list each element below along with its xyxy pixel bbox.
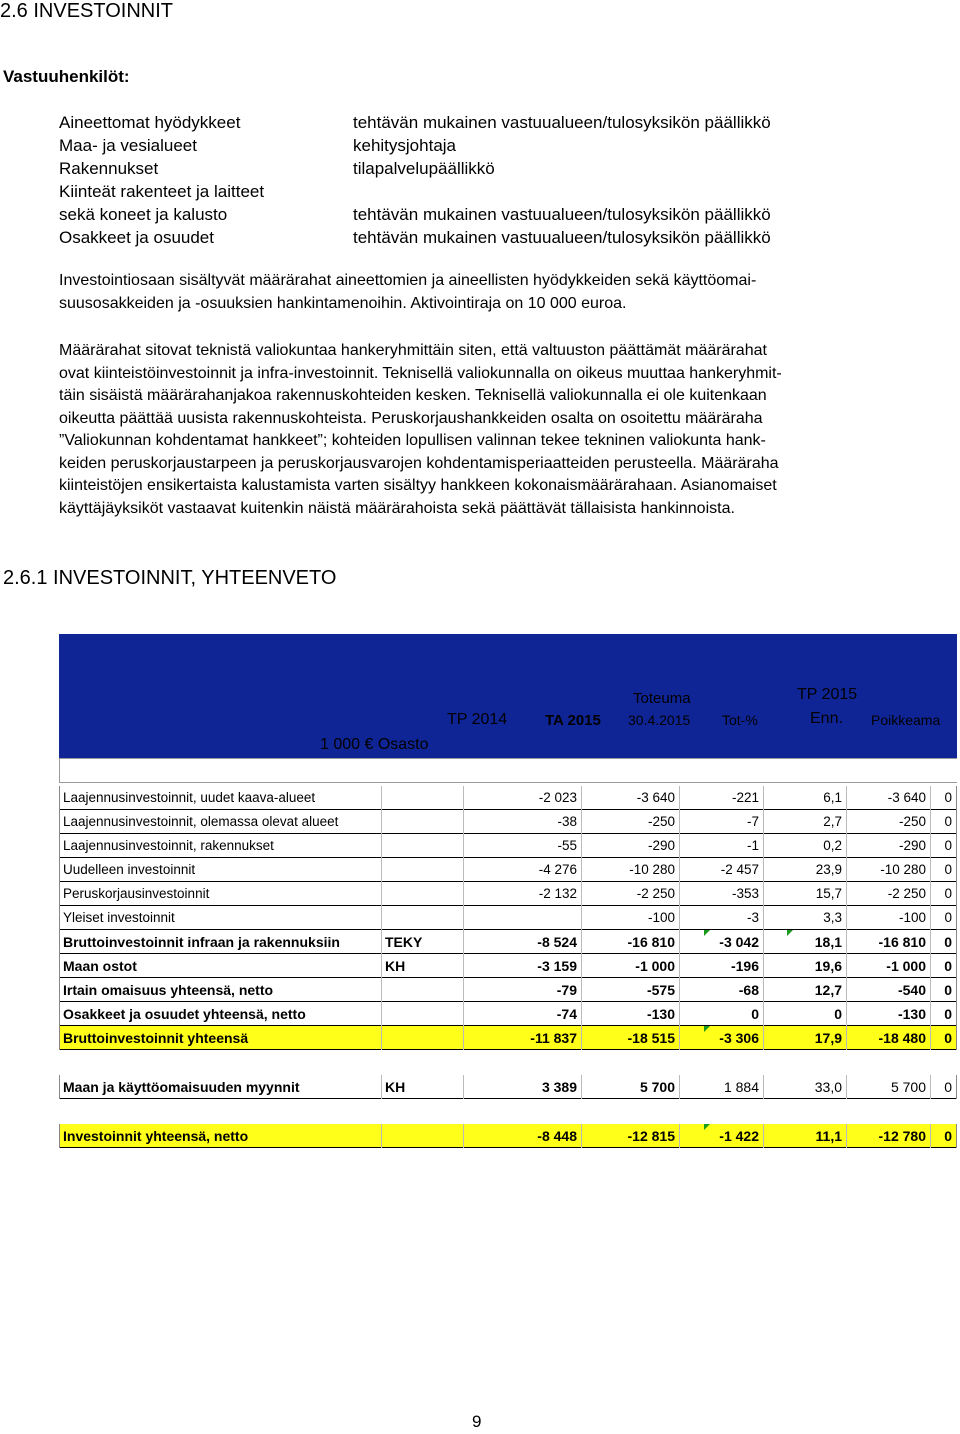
- cell-toteuma: -7: [679, 810, 763, 834]
- cell-poikkeama: 0: [930, 858, 957, 882]
- table-row: [59, 810, 957, 834]
- cell-ta2015: -100: [581, 906, 679, 930]
- cell-toteuma: 1 884: [679, 1075, 763, 1099]
- cell-tp2014: -8 448: [463, 1124, 581, 1148]
- responsible-area: Kiinteät rakenteet ja laitteet: [59, 182, 265, 201]
- page-number: 9: [472, 1412, 482, 1431]
- section-title: 2.6.1 INVESTOINNIT, YHTEENVETO: [3, 567, 337, 589]
- row-code: [381, 858, 463, 882]
- paragraph-line: ”Valiokunnan kohdentamat hankkeet”; kohteiden lopullisen valinnan tekee tekninen valiokunta hank-: [59, 432, 766, 449]
- cell-ta2015: -130: [581, 1002, 679, 1026]
- responsible-area: Maa- ja vesialueet: [59, 136, 197, 155]
- cell-tp2014: [463, 906, 581, 930]
- header-totpct: Tot-%: [722, 712, 758, 728]
- responsible-row: [59, 181, 939, 203]
- cell-tp2014: -38: [463, 810, 581, 834]
- cell-tp2015: -250: [846, 810, 930, 834]
- row-code: [381, 1002, 463, 1026]
- cell-totpct: 2,7: [763, 810, 846, 834]
- paragraph-line: Määrärahat sitovat teknistä valiokuntaa hankeryhmittäin siten, että valtuuston päättämät määrärahat: [59, 342, 767, 359]
- paragraph-line: ovat kiinteistöinvestoinnit ja infra-investoinnit. Teknisellä valiokunnalla on oikeus muuttaa hankeryhmit-: [59, 364, 782, 382]
- cell-poikkeama: 0: [930, 954, 957, 978]
- cell-tp2014: -4 276: [463, 858, 581, 882]
- row-code: [381, 906, 463, 930]
- row-code: [381, 978, 463, 1002]
- cell-tp2015: -290: [846, 834, 930, 858]
- paragraph-line: keiden peruskorjaustarpeen ja peruskorjausvarojen kohdentamisperiaatteiden perusteella. Määräraha: [59, 454, 779, 472]
- cell-toteuma: -3 306: [679, 1026, 763, 1050]
- cell-tp2015: 5 700: [846, 1075, 930, 1099]
- cell-tp2015: -100: [846, 906, 930, 930]
- cell-tp2014: -79: [463, 978, 581, 1002]
- row-label: Osakkeet ja osuudet yhteensä, netto: [59, 1002, 381, 1026]
- cell-poikkeama: 0: [930, 1026, 957, 1050]
- cell-tp2015: -18 480: [846, 1026, 930, 1050]
- cell-poikkeama: 0: [930, 786, 957, 810]
- cell-ta2015: -16 810: [581, 930, 679, 954]
- row-label: Investoinnit yhteensä, netto: [59, 1124, 381, 1148]
- comment-marker-icon: [704, 1124, 710, 1130]
- cell-tp2015: -10 280: [846, 858, 930, 882]
- responsible-person: tehtävän mukainen vastuualueen/tulosyksikön päällikkö: [353, 228, 771, 247]
- cell-ta2015: 5 700: [581, 1075, 679, 1099]
- cell-toteuma: -1: [679, 834, 763, 858]
- cell-toteuma: -3 042: [679, 930, 763, 954]
- cell-totpct: 33,0: [763, 1075, 846, 1099]
- table-row: [59, 834, 957, 858]
- table-row: [59, 858, 957, 882]
- cell-toteuma: -1 422: [679, 1124, 763, 1148]
- cell-toteuma: -353: [679, 882, 763, 906]
- cell-toteuma: -2 457: [679, 858, 763, 882]
- responsible-person: tehtävän mukainen vastuualueen/tulosyksikön päällikkö: [353, 113, 771, 132]
- cell-totpct: 0: [763, 1002, 846, 1026]
- table-row: [59, 786, 957, 810]
- cell-poikkeama: 0: [930, 1075, 957, 1099]
- cell-ta2015: -3 640: [581, 786, 679, 810]
- row-code: [381, 786, 463, 810]
- row-label: Uudelleen investoinnit: [59, 858, 381, 882]
- row-label: Laajennusinvestoinnit, olemassa olevat alueet: [59, 810, 381, 834]
- row-label: Bruttoinvestoinnit infraan ja rakennuksiin: [59, 930, 381, 954]
- table-row: [59, 954, 957, 978]
- row-label: Peruskorjausinvestoinnit: [59, 882, 381, 906]
- row-label: Laajennusinvestoinnit, rakennukset: [59, 834, 381, 858]
- cell-tp2015: -12 780: [846, 1124, 930, 1148]
- cell-poikkeama: 0: [930, 906, 957, 930]
- cell-poikkeama: 0: [930, 930, 957, 954]
- cell-poikkeama: 0: [930, 810, 957, 834]
- cell-tp2015: -16 810: [846, 930, 930, 954]
- cell-ta2015: -18 515: [581, 1026, 679, 1050]
- row-code: [381, 1124, 463, 1148]
- row-label: Maan ostot: [59, 954, 381, 978]
- responsible-area: Rakennukset: [59, 159, 159, 178]
- cell-ta2015: -12 815: [581, 1124, 679, 1148]
- cell-tp2014: -11 837: [463, 1026, 581, 1050]
- header-unit: 1 000 € Osasto: [320, 736, 429, 753]
- cell-tp2014: -3 159: [463, 954, 581, 978]
- row-code: [381, 882, 463, 906]
- row-code: [381, 1026, 463, 1050]
- row-label: Bruttoinvestoinnit yhteensä: [59, 1026, 381, 1050]
- cell-tp2014: -2 023: [463, 786, 581, 810]
- responsible-heading: Vastuuhenkilöt:: [3, 67, 130, 86]
- cell-poikkeama: 0: [930, 1124, 957, 1148]
- header-toteuma-date: 30.4.2015: [628, 712, 691, 728]
- cell-totpct: 19,6: [763, 954, 846, 978]
- header-tp2015: TP 2015: [797, 686, 858, 703]
- cell-totpct: 3,3: [763, 906, 846, 930]
- cell-tp2015: -2 250: [846, 882, 930, 906]
- responsible-area: sekä koneet ja kalusto: [59, 205, 228, 224]
- table-row-subtotal: [59, 930, 957, 954]
- responsible-area: Aineettomat hyödykkeet: [59, 113, 241, 132]
- paragraph-line: oikeutta päättää uusista rakennuskohteista. Peruskorjaushankkeiden osalta on osoitettu määräraha: [59, 409, 763, 427]
- cell-toteuma: -3: [679, 906, 763, 930]
- responsible-person: kehitysjohtaja: [353, 136, 457, 155]
- cell-ta2015: -2 250: [581, 882, 679, 906]
- cell-totpct: 12,7: [763, 978, 846, 1002]
- responsible-area: Osakkeet ja osuudet: [59, 228, 214, 247]
- paragraph-line: täin sisäistä määrärahanjakoa rakennuskohteiden kesken. Teknisellä valiokunnalla ei ole kuitenkaan: [59, 387, 767, 404]
- cell-ta2015: -1 000: [581, 954, 679, 978]
- cell-tp2015: -130: [846, 1002, 930, 1026]
- responsible-row: [59, 227, 939, 249]
- header-tp2014: TP 2014: [447, 711, 508, 728]
- cell-totpct: 23,9: [763, 858, 846, 882]
- cell-totpct: 15,7: [763, 882, 846, 906]
- cell-tp2014: -8 524: [463, 930, 581, 954]
- cell-totpct: 6,1: [763, 786, 846, 810]
- cell-ta2015: -10 280: [581, 858, 679, 882]
- row-code: TEKY: [381, 930, 463, 954]
- cell-tp2014: 3 389: [463, 1075, 581, 1099]
- paragraph-appropriations: [59, 270, 949, 315]
- cell-totpct: 17,9: [763, 1026, 846, 1050]
- cell-tp2015: -1 000: [846, 954, 930, 978]
- responsible-row: [59, 204, 939, 226]
- cell-ta2015: -575: [581, 978, 679, 1002]
- header-toteuma: Toteuma: [633, 690, 691, 707]
- cell-poikkeama: 0: [930, 978, 957, 1002]
- table-row: [59, 978, 957, 1002]
- cell-tp2015: -3 640: [846, 786, 930, 810]
- cell-toteuma: 0: [679, 1002, 763, 1026]
- cell-tp2014: -74: [463, 1002, 581, 1026]
- cell-poikkeama: 0: [930, 882, 957, 906]
- cell-tp2014: -2 132: [463, 882, 581, 906]
- page-heading: 2.6 INVESTOINNIT: [0, 0, 174, 22]
- row-code: KH: [381, 954, 463, 978]
- responsible-row: [59, 135, 939, 157]
- row-code: [381, 810, 463, 834]
- cell-totpct: 18,1: [763, 930, 846, 954]
- header-tp2015-enn: Enn.: [810, 710, 843, 727]
- table-row: [59, 906, 957, 930]
- cell-poikkeama: 0: [930, 1002, 957, 1026]
- table-row-total: [59, 1026, 957, 1050]
- cell-toteuma: -68: [679, 978, 763, 1002]
- responsible-row: [59, 158, 939, 180]
- paragraph-line: suusosakkeiden ja -osuuksien hankintamenoihin. Aktivointiraja on 10 000 euroa.: [59, 294, 627, 312]
- cell-toteuma: -221: [679, 786, 763, 810]
- responsible-person: tilapalvelupäällikkö: [353, 159, 495, 178]
- table-row: [59, 1002, 957, 1026]
- row-label: Laajennusinvestoinnit, uudet kaava-alueet: [59, 786, 381, 810]
- table-row: [59, 882, 957, 906]
- cell-totpct: 11,1: [763, 1124, 846, 1148]
- row-label: Yleiset investoinnit: [59, 906, 381, 930]
- responsible-person: tehtävän mukainen vastuualueen/tulosyksikön päällikkö: [353, 205, 771, 224]
- header-poikkeama: Poikkeama: [871, 712, 941, 728]
- cell-ta2015: -250: [581, 810, 679, 834]
- responsible-row: [59, 112, 939, 134]
- paragraph-line: käyttäjäyksiköt vastaavat kuitenkin näistä määrärahoista sekä päättävät tällaisista hankinnoista.: [59, 499, 735, 517]
- cell-tp2014: -55: [463, 834, 581, 858]
- table-row-net-total: [59, 1124, 957, 1148]
- cell-ta2015: -290: [581, 834, 679, 858]
- row-code: [381, 834, 463, 858]
- cell-tp2015: -540: [846, 978, 930, 1002]
- comment-marker-icon: [787, 930, 793, 936]
- row-label: Maan ja käyttöomaisuuden myynnit: [59, 1075, 381, 1099]
- comment-marker-icon: [704, 930, 710, 936]
- table-row: [59, 1075, 957, 1099]
- paragraph-line: Investointiosaan sisältyvät määrärahat aineettomien ja aineellisten hyödykkeiden sekä käyttöomai-: [59, 272, 757, 289]
- header-ta2015: TA 2015: [545, 712, 601, 729]
- cell-poikkeama: 0: [930, 834, 957, 858]
- row-label: Irtain omaisuus yhteensä, netto: [59, 978, 381, 1002]
- cell-totpct: 0,2: [763, 834, 846, 858]
- paragraph-binding-rules: [59, 340, 949, 520]
- paragraph-line: kiinteistöjen ensikertaista kalustamista varten sisältyy hankkeen kokonaismäärärahaan. Asianomaiset: [59, 477, 777, 494]
- comment-marker-icon: [704, 1026, 710, 1032]
- row-code: KH: [381, 1075, 463, 1099]
- table-spacer-row: [59, 758, 957, 783]
- cell-toteuma: -196: [679, 954, 763, 978]
